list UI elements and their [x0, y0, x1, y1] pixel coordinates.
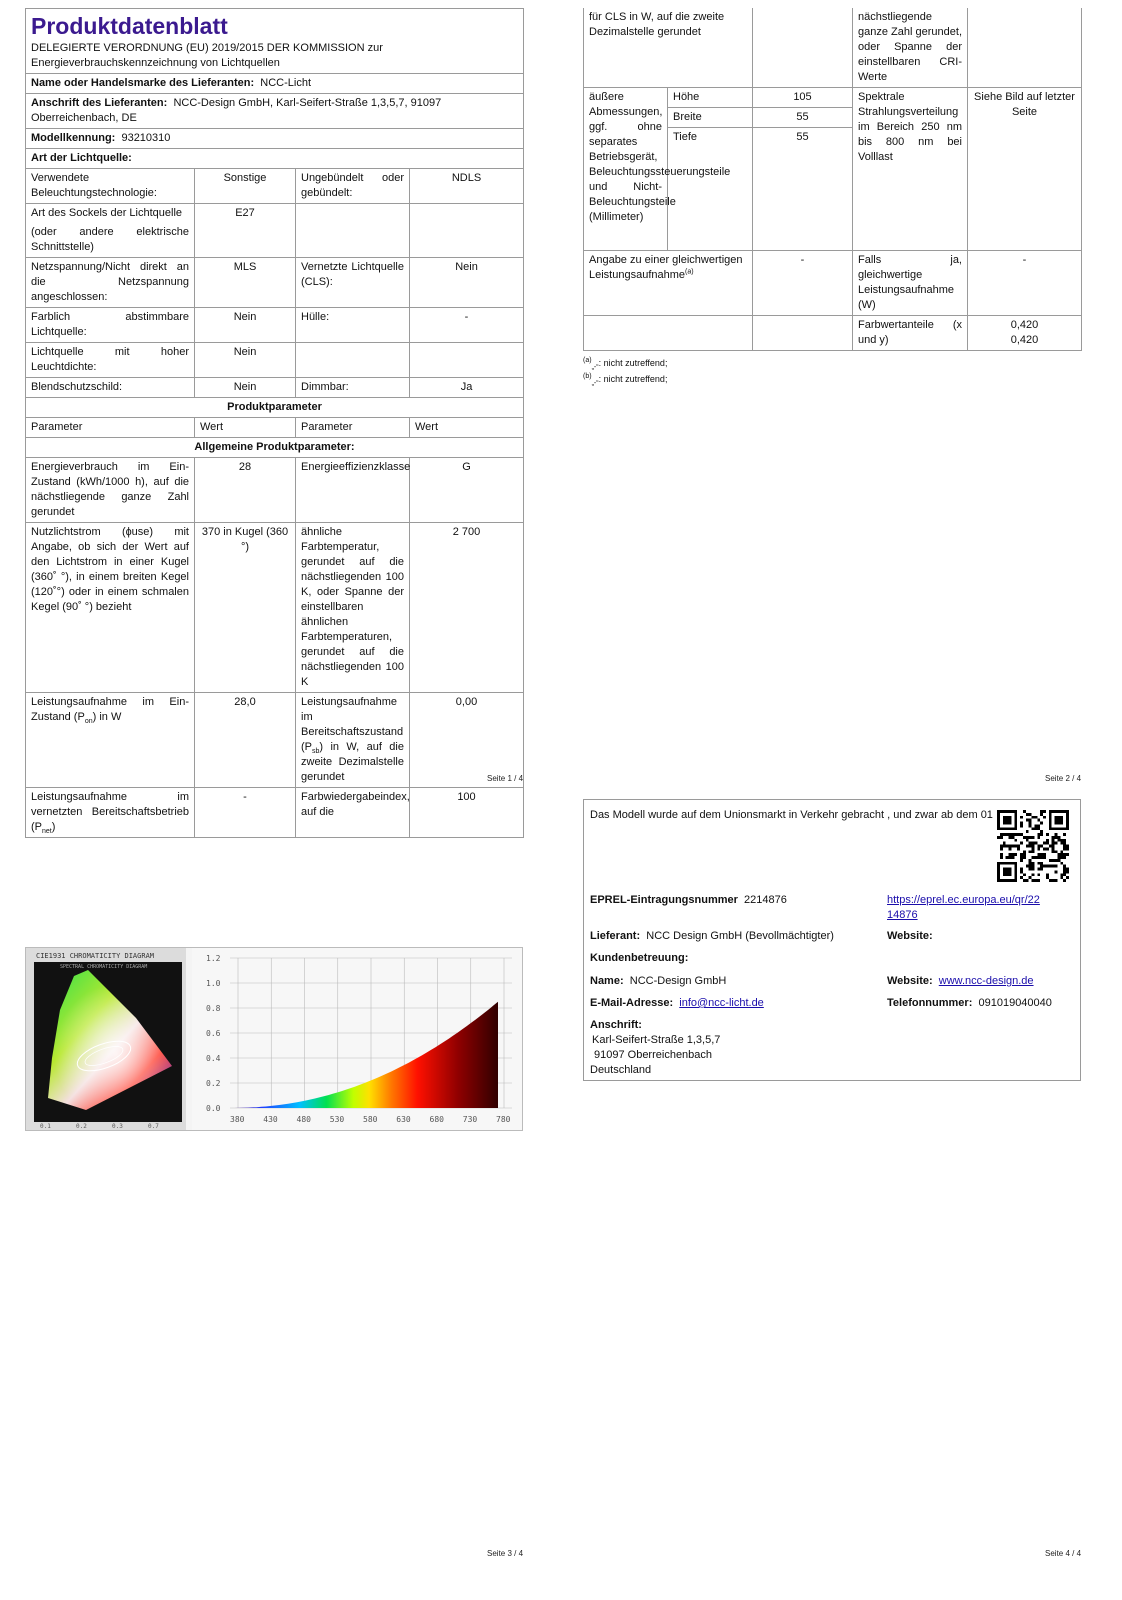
- col-param-2: Parameter: [296, 418, 410, 438]
- table-row: [26, 308, 524, 343]
- phone-row: [887, 996, 1052, 1011]
- x-tick-label: 730: [462, 1115, 478, 1124]
- table-row: [584, 316, 1082, 351]
- color-tunable-label: Farblich abstimmbare Lichtquelle:: [26, 308, 195, 343]
- address-line-3: Deutschland: [590, 1064, 652, 1076]
- psb-label: Leistungsaufnahme im Bereitschaftszustand $(P_{sb})$ in W, auf die zweite Dezimalstelle gerundet: [296, 693, 410, 788]
- page-number-2: Seite 2 / 4: [1045, 774, 1082, 783]
- website-label-2: Website:: [887, 975, 933, 987]
- email-link[interactable]: info@ncc-licht.de: [679, 997, 764, 1009]
- x-tick-label: 430: [263, 1115, 278, 1124]
- eprel-link-line-2[interactable]: 14876: [887, 909, 918, 921]
- mains-value: MLS: [195, 258, 296, 308]
- dimmable-value: Ja: [410, 378, 524, 398]
- page-title: Produktdatenblatt: [31, 13, 228, 39]
- height-value: 105: [753, 88, 853, 108]
- cie-title: CIE1931 CHROMATICITY DIAGRAM: [36, 952, 155, 960]
- y-tick-label: 0.0: [206, 1104, 221, 1113]
- mains-label: Netzspannung/Nicht direkt an die Netzspannung angeschlossen:: [26, 258, 195, 308]
- cie-chromaticity-diagram: [26, 948, 186, 1130]
- y-tick-label: 0.8: [206, 1004, 221, 1013]
- col-param: Parameter: [26, 418, 195, 438]
- type-label: Art der Lichtquelle:: [31, 152, 132, 164]
- model-label: Modellkennung:: [31, 132, 116, 144]
- phone-value: 091019040040: [978, 997, 1052, 1009]
- glare-value: Nein: [195, 378, 296, 398]
- tech-label: Verwendete Beleuchtungstechnologie:: [26, 169, 195, 204]
- cie-x-tick-label: 0.1: [40, 1123, 51, 1130]
- energy-class-label: Energieeffizienzklasse: [296, 458, 410, 523]
- x-tick-label: 480: [296, 1115, 311, 1124]
- luminance-value: Nein: [195, 343, 296, 378]
- pnet-label: Leistungsaufnahme im vernetzten Bereitschaftsbetrieb $(P_{net})$: [26, 788, 195, 838]
- chroma-value: 0,420 0,420: [968, 316, 1082, 351]
- footnotes: [583, 355, 1081, 387]
- light-source-table: [25, 168, 524, 838]
- y-tick-label: 0.6: [206, 1029, 221, 1038]
- address-block: [590, 1018, 720, 1078]
- dimensions-label: äußere Abmessungen, ggf. ohne separates Betriebsgerät, Beleuchtungssteuerungsteile und Nicht-Beleuchtungsteile (Millimeter): [584, 88, 668, 251]
- y-tick-label: 0.2: [206, 1079, 221, 1088]
- address-value: NCC-Design GmbH, Karl-Seifert-Straße 1,3,5,7, 91097 Oberreichenbach, DE: [31, 97, 442, 124]
- psb-value: 0,00: [410, 693, 524, 788]
- address-label: Anschrift des Lieferanten:: [31, 97, 168, 109]
- width-label: Breite: [668, 108, 753, 128]
- socket-value: E27: [195, 204, 296, 258]
- website-link[interactable]: www.ncc-design.de: [938, 975, 1034, 987]
- eprel-link-line-1[interactable]: https://eprel.ec.europa.eu/qr/22: [887, 894, 1040, 906]
- general-params-header: Allgemeine Produktparameter:: [26, 438, 524, 458]
- table-row: [584, 88, 1082, 108]
- customer-service-label: Kundenbetreuung:: [590, 952, 689, 964]
- email-row: [590, 996, 764, 1011]
- supplier-row: [590, 929, 834, 944]
- page-number-3: Seite 3 / 4: [487, 1549, 524, 1558]
- pon-label: Leistungsaufnahme im Ein-Zustand $(P_{on})$ in W: [26, 693, 195, 788]
- col-value-2: Wert: [410, 418, 524, 438]
- table-row: [26, 258, 524, 308]
- email-label: E-Mail-Adresse:: [590, 997, 674, 1009]
- glare-label: Blendschutzschild:: [26, 378, 195, 398]
- y-tick-label: 1.0: [206, 979, 221, 988]
- energy-class-value: G: [410, 458, 524, 523]
- energy-value: 28: [195, 458, 296, 523]
- x-tick-label: 680: [429, 1115, 444, 1124]
- luminance-label: Lichtquelle mit hoher Leuchtdichte:: [26, 343, 195, 378]
- table-row: [26, 523, 524, 693]
- table-row: [26, 693, 524, 788]
- hull-label: Hülle:: [296, 308, 410, 343]
- equiv-power-label: Falls ja, gleichwertige Leistungsaufnahme (W): [853, 251, 968, 316]
- table-row: [26, 378, 524, 398]
- col-value: Wert: [195, 418, 296, 438]
- table-row: [26, 788, 524, 838]
- page-1: [25, 8, 523, 838]
- cls-label: Vernetzte Lichtquelle (CLS):: [296, 258, 410, 308]
- params-table-cont: [583, 8, 1082, 351]
- table-row: [26, 343, 524, 378]
- page-number-4: Seite 4 / 4: [1045, 1549, 1082, 1558]
- hull-value: -: [410, 308, 524, 343]
- page-3: [25, 947, 523, 1131]
- address-line-2: 91097 Oberreichenbach: [594, 1049, 713, 1061]
- regulation-text: DELEGIERTE VERORDNUNG (EU) 2019/2015 DER KOMMISSION zur Energieverbrauchskennzeichnung von Lichtquellen: [31, 42, 383, 69]
- x-tick-label: 530: [329, 1115, 345, 1124]
- equiv-label: Angabe zu einer gleichwertigen Leistungsaufnahme$^{(a)}$: [584, 251, 753, 316]
- x-tick-label: 580: [363, 1115, 378, 1124]
- cie-x-tick-label: 0.7: [148, 1123, 159, 1130]
- website-row: [887, 974, 1034, 989]
- footnote-b: $^{(b)}_{„-“}$: nicht zutreffend;: [583, 373, 668, 387]
- table-row: [584, 8, 1082, 88]
- cri-cont-label: nächstliegende ganze Zahl gerundet, oder Spanne der einstellbaren CRI-Werte: [853, 8, 968, 88]
- table-header-row: [26, 418, 524, 438]
- y-tick-label: 0.4: [206, 1054, 221, 1063]
- pon-value: 28,0: [195, 693, 296, 788]
- color-tunable-value: Nein: [195, 308, 296, 343]
- eprel-row: [590, 893, 787, 908]
- width-value: 55: [753, 108, 853, 128]
- anschrift-label: Anschrift:: [590, 1019, 642, 1031]
- flux-value: 370 in Kugel (360 °): [195, 523, 296, 693]
- website-label-1: Website:: [887, 930, 933, 942]
- energy-label: Energieverbrauch im Ein-Zustand (kWh/1000 h), auf die nächstliegende ganze Zahl gerundet: [26, 458, 195, 523]
- page-4: [583, 799, 1081, 1081]
- cri-value: 100: [410, 788, 524, 838]
- cie-x-tick-label: 0.3: [112, 1123, 123, 1130]
- spectral-distribution-chart: [192, 948, 522, 1130]
- name-value: NCC-Design GmbH: [629, 975, 727, 987]
- qr-code-icon[interactable]: [997, 810, 1069, 882]
- dimmable-label: Dimmbar:: [296, 378, 410, 398]
- table-row: [26, 169, 524, 204]
- eprel-value: 2214876: [744, 894, 787, 906]
- height-label: Höhe: [668, 88, 753, 108]
- address-line-1: Karl-Seifert-Straße 1,3,5,7: [592, 1034, 721, 1046]
- phone-label: Telefonnummer:: [887, 997, 973, 1009]
- cie-x-tick-label: 0.2: [76, 1123, 87, 1130]
- spectral-label: Spektrale Strahlungsverteilung im Bereich 250 nm bis 800 nm bei Volllast: [853, 88, 968, 251]
- params-header: Produktparameter: [26, 398, 524, 418]
- eprel-link[interactable]: [887, 893, 1067, 923]
- tech-value: Sonstige: [195, 169, 296, 204]
- cct-value: 2 700: [410, 523, 524, 693]
- eprel-label: EPREL-Eintragungsnummer: [590, 894, 738, 906]
- datasheet-header-table: [25, 8, 524, 169]
- model-value: 93210310: [121, 132, 171, 144]
- bundled-value: NDLS: [410, 169, 524, 204]
- pnet-value: -: [195, 788, 296, 838]
- lieferant-value: NCC Design GmbH (Bevollmächtigter): [646, 930, 834, 942]
- name-row: [590, 974, 726, 989]
- table-row: [26, 204, 524, 258]
- supplier-label: Name oder Handelsmarke des Lieferanten:: [31, 77, 255, 89]
- x-tick-label: 630: [396, 1115, 411, 1124]
- y-tick-label: 1.2: [206, 954, 221, 963]
- depth-label: Tiefe: [668, 128, 753, 251]
- footnote-a: $^{(a)}_{„-“}$: nicht zutreffend;: [583, 357, 668, 371]
- market-date-text: Das Modell wurde auf dem Unionsmarkt in Verkehr gebracht , und zwar ab dem 01: [590, 809, 993, 821]
- equiv-power-value: -: [968, 251, 1082, 316]
- supplier-value: NCC-Licht: [260, 77, 311, 89]
- socket-label: Art des Sockels der Lichtquelle: [31, 207, 183, 219]
- name-label: Name:: [590, 975, 624, 987]
- depth-value: 55: [753, 128, 853, 251]
- socket-label-2: (oder andere elektrische Schnittstelle): [31, 226, 189, 253]
- cct-label: ähnliche Farbtemperatur, gerundet auf die nächstliegenden 100 K, oder Spanne der einstellbaren ähnlichen Farbtemperaturen, gerundet auf die nächstliegenden 100 K: [296, 523, 410, 693]
- lieferant-label: Lieferant:: [590, 930, 641, 942]
- chroma-label: Farbwertanteile (x und y): [853, 316, 968, 351]
- equiv-value: -: [753, 251, 853, 316]
- flux-label: Nutzlichtstrom (ɸuse) mit Angabe, ob sich der Wert auf den Lichtstrom in einer Kugel (360˚ °), in einem breiten Kegel (120˚°) oder in einem schmalen Kegel (90˚ °) bezieht: [26, 523, 195, 693]
- spectral-value: Siehe Bild auf letzter Seite: [968, 88, 1082, 251]
- cie-subtitle: SPECTRAL CHROMATICITY DIAGRAM: [60, 964, 148, 970]
- cls-cont-label: für CLS in W, auf die zweite Dezimalstelle gerundet: [584, 8, 753, 88]
- table-row: [584, 251, 1082, 316]
- page-number-1: Seite 1 / 4: [487, 774, 524, 783]
- bundled-label: Ungebündelt oder gebündelt:: [296, 169, 410, 204]
- x-tick-label: 380: [230, 1115, 245, 1124]
- x-tick-label: 780: [496, 1115, 511, 1124]
- cls-value: Nein: [410, 258, 524, 308]
- page-2: [583, 8, 1081, 387]
- cri-label: Farbwiedergabeindex, auf die: [296, 788, 410, 838]
- table-row: [26, 458, 524, 523]
